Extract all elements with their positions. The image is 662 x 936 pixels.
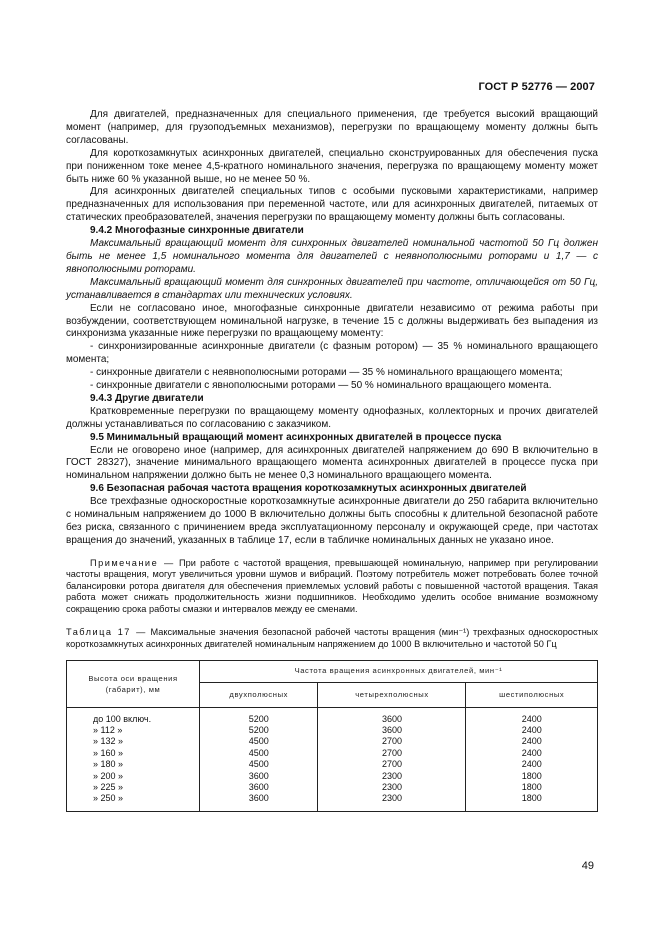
table-row bbox=[67, 782, 598, 793]
note-lead: Примечание — bbox=[90, 557, 175, 568]
paragraph: Если не согласовано иное, многофазные синхронные двигатели независимо от режима работы при возбуждении, соответствующем номинальной нагрузке, в течение 15 с должны выдерживать без выпадения из синхронизма указанные ниже перегрузки по вращающему моменту: bbox=[66, 302, 598, 340]
section-heading-9-4-2: 9.4.2 Многофазные синхронные двигатели bbox=[90, 225, 304, 237]
cell-six: 2400 bbox=[466, 725, 598, 736]
table-caption bbox=[66, 627, 598, 650]
cell-four: 3600 bbox=[318, 725, 466, 736]
header-speed-group: Частота вращения асинхронных двигателей, мин⁻¹ bbox=[200, 660, 598, 683]
table-caption-lead: Таблица 17 — bbox=[66, 627, 147, 638]
table-row bbox=[67, 748, 598, 759]
cell-two: 3600 bbox=[200, 771, 318, 782]
list-item: - синхронные двигатели с явнополюсными роторами — 50 % номинального вращающего момента. bbox=[90, 380, 552, 392]
cell-size: до 100 включ. bbox=[67, 707, 200, 725]
note bbox=[66, 558, 598, 616]
paragraph: Кратковременные перегрузки по вращающему моменту однофазных, коллекторных и прочих двигателей должны устанавливаться по согласованию с заказчиком. bbox=[66, 405, 598, 430]
paragraph: Для асинхронных двигателей специальных типов с особыми пусковыми характеристиками, например предназначенных для использования при переменной частоте, или для асинхронных двигателей, питаемых от статических преобразователей, значения перегрузки по вращающему моменту должны быть согласованы. bbox=[66, 186, 598, 224]
cell-six: 1800 bbox=[466, 782, 598, 793]
cell-four: 3600 bbox=[318, 707, 466, 725]
list-item: - синхронные двигатели с неявнополюсными роторами — 35 % номинального вращающего момента; bbox=[90, 367, 563, 379]
paragraph: Максимальный вращающий момент для синхронных двигателей при частоте, отличающейся от 50 Гц, устанавливается в стандартах или технических условиях. bbox=[66, 276, 598, 301]
cell-size: » 160 » bbox=[67, 748, 200, 759]
cell-two: 4500 bbox=[200, 748, 318, 759]
table-row bbox=[67, 771, 598, 782]
note-text: При работе с частотой вращения, превышающей номинальную, например при регулировании частоты вращения, могут увеличиться уровни шумов и вибраций. Поэтому потребитель может потребовать более точной балансировки ротора двигателя для обеспечения приемлемых условий работы с повышенной частотой вращения. Такая работа может снижать продолжительность жизни подшипников. Необходимо уделить особое внимание возможному сокращению срока работы смазки и интервалов между ее сменами. bbox=[66, 557, 599, 614]
cell-six: 1800 bbox=[466, 771, 598, 782]
cell-six: 2400 bbox=[466, 736, 598, 747]
document-header-standard: ГОСТ Р 52776 — 2007 bbox=[478, 81, 595, 93]
section-heading-9-6: 9.6 Безопасная рабочая частота вращения короткозамкнутых асинхронных двигателей bbox=[90, 483, 527, 495]
cell-four: 2300 bbox=[318, 771, 466, 782]
table-row bbox=[67, 707, 598, 725]
list-item: - синхронизированные асинхронные двигатели (с фазным ротором) — 35 % номинального вращающего момента; bbox=[66, 341, 598, 366]
cell-two: 3600 bbox=[200, 793, 318, 811]
table-row bbox=[67, 793, 598, 811]
header-axis-height: Высота оси вращения (габарит), мм bbox=[67, 660, 200, 707]
cell-four: 2300 bbox=[318, 793, 466, 811]
cell-size: » 200 » bbox=[67, 771, 200, 782]
cell-six: 2400 bbox=[466, 707, 598, 725]
header-two-pole: двухполюсных bbox=[200, 683, 318, 707]
cell-four: 2300 bbox=[318, 782, 466, 793]
speed-table bbox=[66, 660, 598, 812]
section-heading-9-4-3: 9.4.3 Другие двигатели bbox=[90, 392, 204, 404]
cell-size: » 132 » bbox=[67, 736, 200, 747]
cell-two: 4500 bbox=[200, 759, 318, 770]
cell-six: 1800 bbox=[466, 793, 598, 811]
paragraph: Для короткозамкнутых асинхронных двигателей, специально сконструированных для обеспечения пуска при пониженном токе менее 4,5-кратного номинального значения, перегрузка по вращающему моменту может быть ниже 60 % указанной выше, но не менее 50 %. bbox=[66, 147, 598, 185]
cell-size: » 112 » bbox=[67, 725, 200, 736]
table-row bbox=[67, 759, 598, 770]
table-caption-text: Максимальные значения безопасной рабочей частоты вращения (мин⁻¹) трехфазных односкоростных короткозамкнутых асинхронных двигателей номинальным напряжением до 1000 В включительно и частотой 50 Гц bbox=[66, 627, 598, 649]
paragraph: Для двигателей, предназначенных для специального применения, где требуется высокий вращающий момент (например, для грузоподъемных механизмов), перегрузки по вращающему моменту должны быть согласованы. bbox=[66, 109, 598, 146]
table-row bbox=[67, 725, 598, 736]
cell-size: » 180 » bbox=[67, 759, 200, 770]
section-heading-9-5: 9.5 Минимальный вращающий момент асинхронных двигателей в процессе пуска bbox=[90, 431, 502, 443]
header-four-pole: четырехполюсных bbox=[318, 683, 466, 707]
paragraph: Если не оговорено иное (например, для асинхронных двигателей напряжением до 690 В включительно в ГОСТ 28327), значение минимального вращающего момента асинхронных двигателей в процессе пуска при номинальном напряжении должно быть не менее 0,3 номинального вращающего момента. bbox=[66, 444, 598, 482]
cell-two: 5200 bbox=[200, 707, 318, 725]
cell-two: 3600 bbox=[200, 782, 318, 793]
cell-two: 4500 bbox=[200, 736, 318, 747]
table-row bbox=[67, 736, 598, 747]
paragraph: Максимальный вращающий момент для синхронных двигателей номинальной частотой 50 Гц должен быть не менее 1,5 номинального момента для двигателей с неявнополюсными роторами и 1,7 — с явнополюсными роторами. bbox=[66, 238, 598, 275]
page-number: 49 bbox=[581, 860, 594, 872]
cell-four: 2700 bbox=[318, 759, 466, 770]
cell-two: 5200 bbox=[200, 725, 318, 736]
document-body bbox=[66, 109, 598, 812]
cell-six: 2400 bbox=[466, 759, 598, 770]
cell-four: 2700 bbox=[318, 748, 466, 759]
header-six-pole: шестиполюсных bbox=[466, 683, 598, 707]
cell-six: 2400 bbox=[466, 748, 598, 759]
cell-four: 2700 bbox=[318, 736, 466, 747]
cell-size: » 225 » bbox=[67, 782, 200, 793]
paragraph: Все трехфазные односкоростные короткозамкнутые асинхронные двигатели до 250 габарита включительно с номинальным напряжением до 1000 В включительно должны быть способны к длительной безопасной работе без риска, связанного с причинением вреда эксплуатационному персоналу и окружающей среде, при частотах вращения до значений, указанных в таблице 17, если в табличке номинальных данных не указано иное. bbox=[66, 496, 598, 546]
cell-size: » 250 » bbox=[67, 793, 200, 811]
